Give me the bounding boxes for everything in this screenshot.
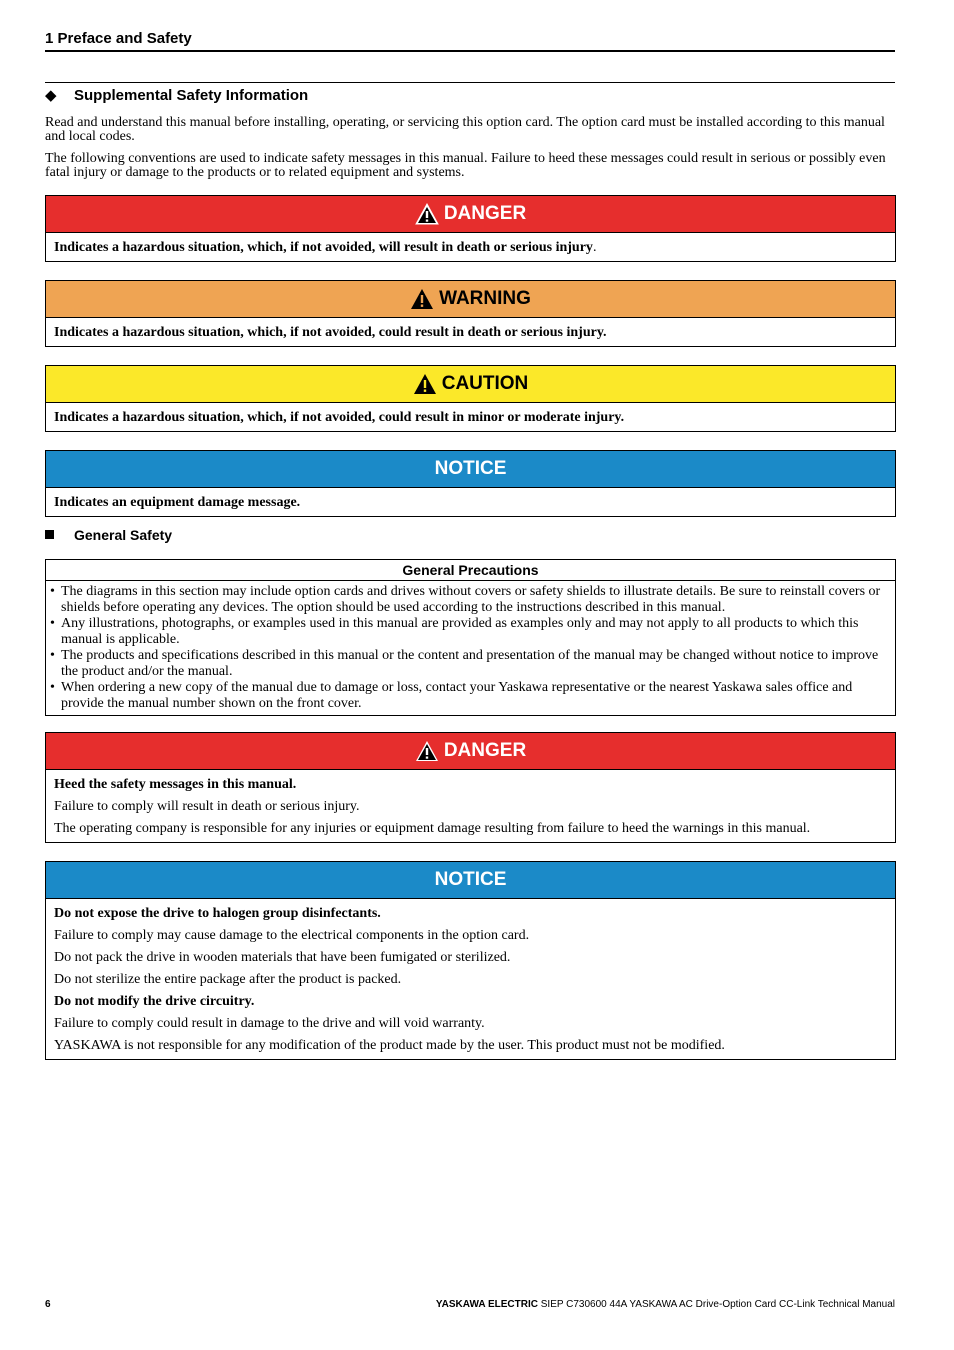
notice-convention-box	[45, 450, 896, 517]
caution-convention-text: Indicates a hazardous situation, which, if not avoided, could result in minor or moderate injury.	[54, 410, 625, 425]
bullet-icon: •	[50, 616, 55, 631]
warning-convention-text: Indicates a hazardous situation, which, if not avoided, could result in death or serious injury.	[54, 325, 607, 340]
notice-message-line: Do not pack the drive in wooden materials that have been fumigated or sterilized.	[54, 950, 511, 965]
danger-message-line: Failure to comply will result in death or serious injury.	[54, 799, 360, 814]
danger-message-body	[46, 770, 895, 842]
danger-message-line: Heed the safety messages in this manual.	[54, 777, 297, 792]
danger-label: DANGER	[443, 203, 527, 224]
list-item: • When ordering a new copy of the manual due to damage or loss, contact your Yaskawa representative or the nearest Yaskawa sales office and provide the manual number shown on the front cover.	[50, 680, 853, 711]
general-precautions-box	[45, 559, 896, 716]
footer-brand: YASKAWA ELECTRIC	[435, 1299, 538, 1310]
caution-header	[46, 366, 895, 403]
precautions-list	[46, 581, 895, 715]
warning-header	[46, 281, 895, 318]
notice-message-line: Do not expose the drive to halogen group disinfectants.	[54, 906, 381, 921]
list-item: • The products and specifications described in this manual or the content and presentation of the manual may be changed without notice to improve the product and/or the manual.	[50, 648, 879, 679]
bullet-icon: •	[50, 648, 55, 663]
section-title-text: Supplemental Safety Information	[74, 87, 309, 104]
notice-header	[46, 862, 895, 899]
warning-label: WARNING	[439, 288, 531, 309]
danger-message-line: The operating company is responsible for any injuries or equipment damage resulting from failure to heed the warnings in this manual.	[54, 821, 811, 836]
general-safety-title: General Safety	[74, 527, 173, 543]
warning-convention-box	[45, 280, 896, 347]
warning-triangle-icon	[410, 288, 434, 310]
general-safety-heading	[45, 527, 172, 543]
notice-message-box	[45, 861, 896, 1060]
notice-message-line: Do not modify the drive circuitry.	[54, 994, 255, 1009]
footer-doc-info	[436, 1298, 895, 1312]
notice-message-line: Do not sterilize the entire package after the product is packed.	[54, 972, 402, 987]
danger-header	[46, 733, 895, 770]
notice-label: NOTICE	[434, 458, 507, 479]
caution-label: CAUTION	[441, 373, 529, 394]
danger-header	[46, 196, 895, 233]
page-number: 6	[45, 1299, 51, 1310]
list-item: • The diagrams in this section may include option cards and drives without covers or safety shields to illustrate details. Be sure to reinstall covers or shields before operating any devices. The option should be used according to the instructions described in this manual.	[50, 584, 881, 615]
section-title	[45, 87, 308, 105]
danger-convention-text: Indicates a hazardous situation, which, if not avoided, will result in death or serious injury	[54, 240, 593, 255]
bullet-icon: •	[50, 584, 55, 599]
list-item: • Any illustrations, photographs, or examples used in this manual are provided as examples only and may not apply to all products to which this manual is applicable.	[50, 616, 859, 647]
square-bullet-icon	[45, 530, 54, 539]
chapter-header: 1 Preface and Safety	[45, 30, 895, 52]
danger-convention-tail: .	[592, 240, 597, 255]
notice-label: NOTICE	[434, 869, 507, 890]
notice-header	[46, 451, 895, 488]
caution-convention-box	[45, 365, 896, 432]
notice-message-line: YASKAWA is not responsible for any modification of the product made by the user. This product must not be modified.	[54, 1038, 725, 1053]
warning-triangle-icon	[413, 373, 437, 395]
intro-paragraph-2: The following conventions are used to indicate safety messages in this manual. Failure to heed these messages could result in serious or possibly even fatal injury or damage to the products or to related equipment and systems.	[45, 151, 886, 180]
general-precautions-title: General Precautions	[46, 560, 895, 581]
caution-convention-body	[46, 403, 895, 431]
notice-message-body	[46, 899, 895, 1059]
bullet-icon: •	[50, 680, 55, 695]
intro-paragraph-1: Read and understand this manual before installing, operating, or servicing this option card. The option card must be installed according to this manual and local codes.	[45, 115, 885, 144]
warning-triangle-icon	[415, 740, 439, 762]
danger-label: DANGER	[443, 740, 527, 761]
header-rule	[45, 82, 895, 83]
notice-message-line: Failure to comply could result in damage to the drive and will void warranty.	[54, 1016, 485, 1031]
diamond-icon: ◆	[45, 87, 57, 104]
warning-convention-body	[46, 318, 895, 346]
danger-convention-body	[46, 233, 895, 261]
footer-doc-title: SIEP C730600 44A YASKAWA AC Drive-Option Card CC-Link Technical Manual	[537, 1299, 895, 1310]
danger-convention-box	[45, 195, 896, 262]
danger-message-box	[45, 732, 896, 843]
notice-message-line: Failure to comply may cause damage to the electrical components in the option card.	[54, 928, 530, 943]
notice-convention-text: Indicates an equipment damage message.	[54, 495, 301, 510]
notice-convention-body	[46, 488, 895, 516]
warning-triangle-icon	[415, 203, 439, 225]
